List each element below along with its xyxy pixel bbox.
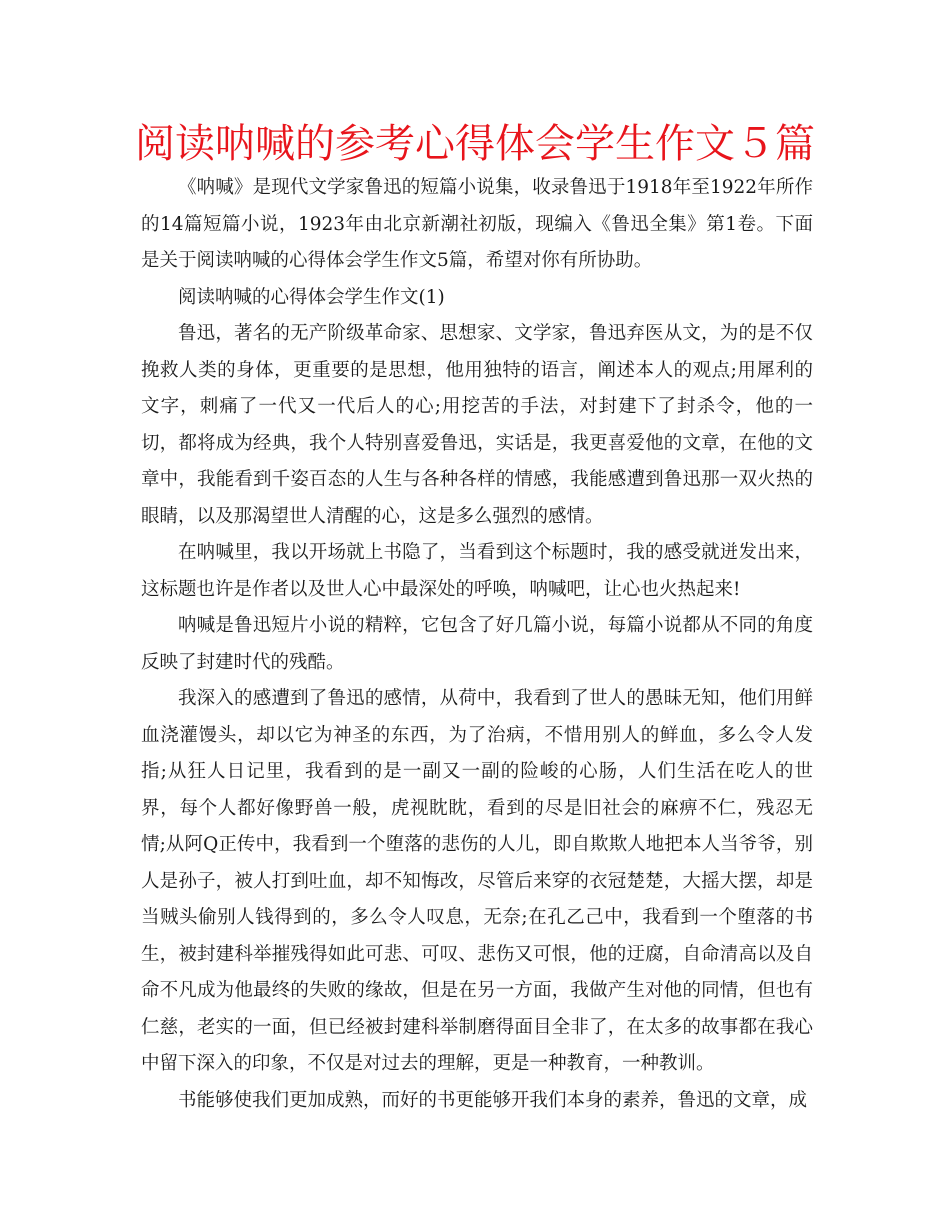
- body-paragraph: 书能够使我们更加成熟，而好的书更能够开我们本身的素养，鲁迅的文章，成: [178, 1089, 808, 1111]
- body-paragraph: 我深入的感遭到了鲁迅的感情，从荷中，我看到了世人的愚昧无知，他们用鲜血浇灌馒头，却以它为神圣的东西，为了治病，不惜用别人的鲜血，多么令人发指;从狂人日记里，我看到的是一副又一副的险峻的心肠，人们生活在吃人的世界，每个人都好像野兽一般，虎视眈眈，看到的尽是旧社会的麻痹不仁，残忍无情;从阿Q正传中，我看到一个堕落的悲伤的人儿，即自欺欺人地把本人当爷爷，别人是孙子，被人打到吐血，却不知悔改，尽管后来穿的衣冠楚楚，大摇大摆，却是当贼头偷别人钱得到的，多么令人叹息，无奈;在孔乙己中，我看到一个堕落的书生，被封建科举摧残得如此可悲、可叹、悲伤又可恨，他的迂腐，自命清高以及自命不凡成为他最终的失败的缘故，但是在另一方面，我做产生对他的同情，但也有仁慈，老实的一面，但已经被封建科举制磨得面目全非了，在太多的故事都在我心中留下深入的印象，不仅是对过去的理解，更是一种教育，一种教训。: [141, 688, 813, 1074]
- body-paragraph: 呐喊是鲁迅短片小说的精粹，它包含了好几篇小说，每篇小说都从不同的角度反映了封建时代的残酷。: [141, 615, 813, 673]
- body-paragraph: 鲁迅，著名的无产阶级革命家、思想家、文学家，鲁迅弃医从文，为的是不仅挽救人类的身体，更重要的是思想，他用独特的语言，阐述本人的观点;用犀利的文字，刺痛了一代又一代后人的心;用挖苦的手法，对封建下了封杀令，他的一切，都将成为经典，我个人特别喜爱鲁迅，实话是，我更喜爱他的文章，在他的文章中，我能看到千姿百态的人生与各种各样的情感，我能感遭到鲁迅那一双火热的眼睛，以及那渴望世人清醒的心，这是多么强烈的感情。: [141, 323, 813, 527]
- document-body: [141, 170, 813, 1119]
- document-title: 阅读呐喊的参考心得体会学生作文５篇: [135, 121, 815, 167]
- intro-paragraph: 《呐喊》是现代文学家鲁迅的短篇小说集，收录鲁迅于1918年至1922年所作的14篇短篇小说，1923年由北京新潮社初版，现编入《鲁迅全集》第1卷。下面是关于阅读呐喊的心得体会学生作文5篇，希望对你有所协助。: [141, 177, 813, 271]
- body-paragraph: 在呐喊里，我以开场就上书隐了，当看到这个标题时，我的感受就迸发出来，这标题也许是作者以及世人心中最深处的呼唤，呐喊吧，让心也火热起来!: [141, 542, 813, 600]
- section-heading: 阅读呐喊的心得体会学生作文(1): [178, 286, 445, 308]
